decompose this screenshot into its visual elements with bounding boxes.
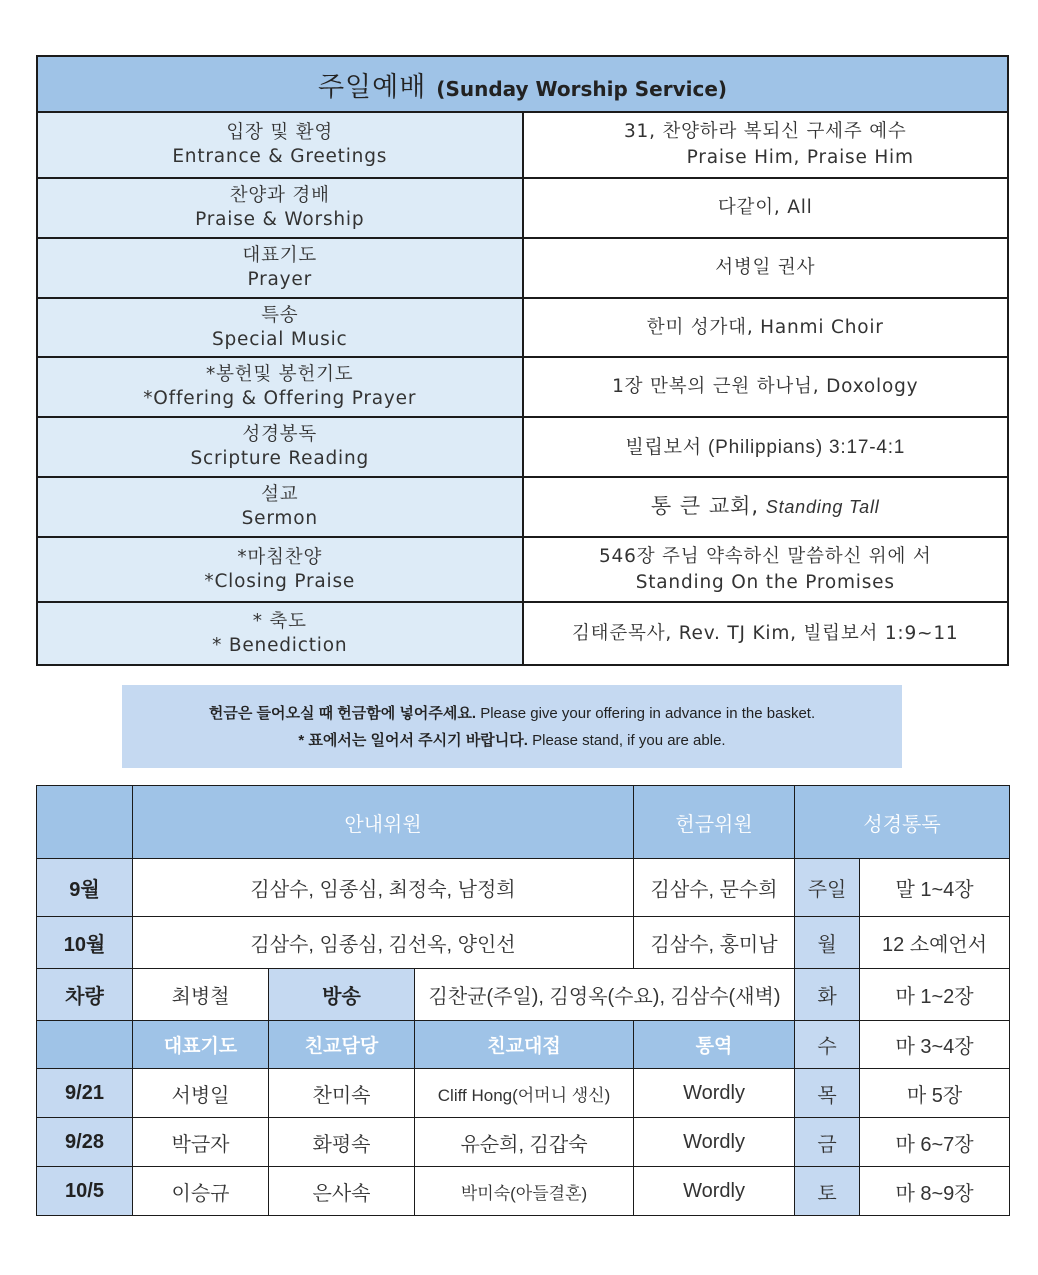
reading-day: 토	[795, 1167, 860, 1216]
ushers-names: 김삼수, 임종심, 최정숙, 남정희	[133, 859, 634, 917]
worship-value: 서병일 권사	[523, 238, 1009, 298]
notice-line-2: * 표에서는 일어서 주시기 바랍니다. Please stand, if you are able.	[298, 731, 726, 749]
fellowship-lead-header: 친교담당	[269, 1021, 415, 1069]
sub-header-row	[37, 1021, 1010, 1069]
week-date: 9/28	[37, 1118, 133, 1167]
ushers-names: 김삼수, 임종심, 김선옥, 양인선	[133, 917, 634, 969]
worship-row-sermon	[37, 477, 1008, 537]
worship-value: 빌립보서 (Philippians) 3:17-4:1	[523, 417, 1009, 477]
offering-notice	[122, 685, 902, 768]
worship-row-entrance	[37, 112, 1008, 178]
reading-day: 화	[795, 969, 860, 1021]
worship-label: 설교 Sermon	[37, 477, 523, 537]
bible-reading-header: 성경통독	[795, 786, 1010, 859]
prayer-name: 박금자	[133, 1118, 269, 1167]
worship-order-table	[36, 55, 1009, 666]
prayer-name: 이승규	[133, 1167, 269, 1216]
vehicle-name: 최병철	[133, 969, 269, 1021]
worship-row-offering	[37, 357, 1008, 417]
reading-day: 목	[795, 1069, 860, 1118]
worship-label: 대표기도 Prayer	[37, 238, 523, 298]
week-row	[37, 1069, 1010, 1118]
worship-label: *마침찬양 *Closing Praise	[37, 537, 523, 602]
week-date: 10/5	[37, 1167, 133, 1216]
corner-cell	[37, 786, 133, 859]
offering-names: 김삼수, 홍미남	[634, 917, 795, 969]
offering-names: 김삼수, 문수희	[634, 859, 795, 917]
fellowship-lead-name: 은사속	[269, 1167, 415, 1216]
reading-text: 말 1~4장	[860, 859, 1010, 917]
worship-value: 한미 성가대, Hanmi Choir	[523, 298, 1009, 357]
reading-day: 월	[795, 917, 860, 969]
month-label: 10월	[37, 917, 133, 969]
fellowship-host-name: Cliff Hong(어머니 생신)	[415, 1069, 634, 1118]
translation-header: 통역	[634, 1021, 795, 1069]
worship-title	[37, 56, 1008, 112]
broadcast-names: 김찬균(주일), 김영옥(수요), 김삼수(새벽)	[415, 969, 795, 1021]
worship-value: 다같이, All	[523, 178, 1009, 238]
worship-label: 특송 Special Music	[37, 298, 523, 357]
reading-text: 12 소예언서	[860, 917, 1010, 969]
reading-day: 수	[795, 1021, 860, 1069]
worship-row-prayer	[37, 238, 1008, 298]
worship-title-ko: 주일예배	[317, 71, 427, 103]
reading-text: 마 8~9장	[860, 1167, 1010, 1216]
reading-text: 마 6~7장	[860, 1118, 1010, 1167]
worship-value: 통 큰 교회, Standing Tall	[523, 477, 1009, 537]
reading-text: 마 1~2장	[860, 969, 1010, 1021]
month-row	[37, 859, 1010, 917]
reading-text: 마 3~4장	[860, 1021, 1010, 1069]
worship-row-scripture	[37, 417, 1008, 477]
sub-corner-cell	[37, 1021, 133, 1069]
month-label: 9월	[37, 859, 133, 917]
prayer-header: 대표기도	[133, 1021, 269, 1069]
notice-line-1: 헌금은 들어오실 때 헌금함에 넣어주세요. Please give your offering in advance in the basket.	[208, 704, 816, 722]
offering-header: 헌금위원	[634, 786, 795, 859]
worship-title-en: (Sunday Worship Service)	[436, 76, 728, 101]
worship-row-closing	[37, 537, 1008, 602]
translation-name: Wordly	[634, 1069, 795, 1118]
worship-value: 1장 만복의 근원 하나님, Doxology	[523, 357, 1009, 417]
worship-value: 31, 찬양하라 복되신 구세주 예수 Praise Him, Praise Him	[523, 112, 1009, 178]
worship-label: *봉헌및 봉헌기도 *Offering & Offering Prayer	[37, 357, 523, 417]
translation-name: Wordly	[634, 1167, 795, 1216]
worship-label: 성경봉독 Scripture Reading	[37, 417, 523, 477]
translation-name: Wordly	[634, 1118, 795, 1167]
ushers-header: 안내위원	[133, 786, 634, 859]
week-row	[37, 1118, 1010, 1167]
month-row	[37, 917, 1010, 969]
worship-value: 김태준목사, Rev. TJ Kim, 빌립보서 1:9~11	[523, 602, 1009, 665]
worship-label: * 축도 * Benediction	[37, 602, 523, 665]
worship-row-special-music	[37, 298, 1008, 357]
reading-text: 마 5장	[860, 1069, 1010, 1118]
fellowship-lead-name: 찬미속	[269, 1069, 415, 1118]
worship-row-benediction	[37, 602, 1008, 665]
reading-day: 주일	[795, 859, 860, 917]
worship-label: 입장 및 환영 Entrance & Greetings	[37, 112, 523, 178]
broadcast-label: 방송	[269, 969, 415, 1021]
fellowship-host-name: 박미숙(아들결혼)	[415, 1167, 634, 1216]
vehicle-row	[37, 969, 1010, 1021]
week-row	[37, 1167, 1010, 1216]
reading-day: 금	[795, 1118, 860, 1167]
fellowship-host-name: 유순희, 김갑숙	[415, 1118, 634, 1167]
vehicle-label: 차량	[37, 969, 133, 1021]
schedule-table	[36, 785, 1010, 1216]
worship-value: 546장 주님 약속하신 말씀하신 위에 서 Standing On the Promises	[523, 537, 1009, 602]
prayer-name: 서병일	[133, 1069, 269, 1118]
worship-row-praise	[37, 178, 1008, 238]
fellowship-host-header: 친교대접	[415, 1021, 634, 1069]
week-date: 9/21	[37, 1069, 133, 1118]
worship-label: 찬양과 경배 Praise & Worship	[37, 178, 523, 238]
fellowship-lead-name: 화평속	[269, 1118, 415, 1167]
